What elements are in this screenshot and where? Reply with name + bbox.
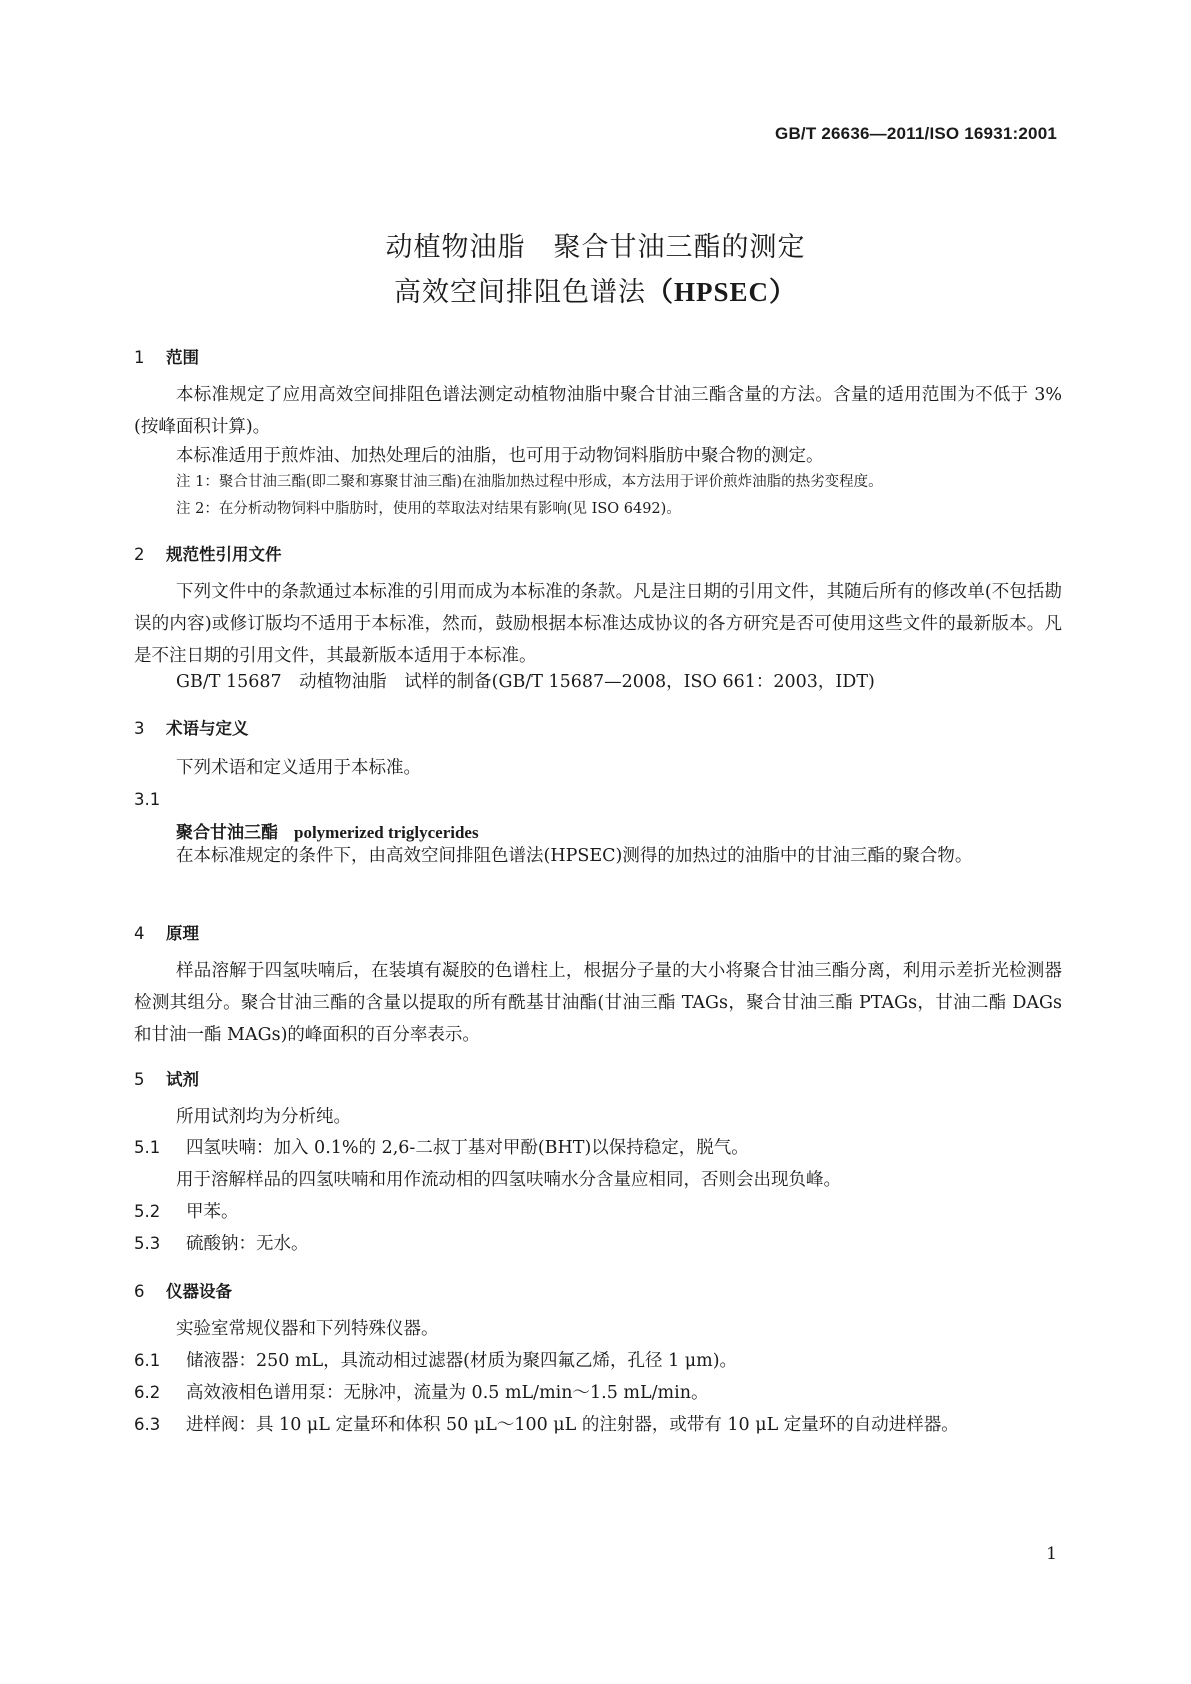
section-number: 1 <box>134 348 145 367</box>
section-6-heading <box>134 1278 232 1302</box>
clause-text: 储液器：250 mL，具流动相过滤器(材质为聚四氟乙烯，孔径 1 μm)。 <box>186 1351 738 1371</box>
section-1-note-1: 注 1：聚合甘油三酯(即二聚和寡聚甘油三酯)在油脂加热过程中形成，本方法用于评价煎炸油脂的热劣变程度。 <box>176 474 883 490</box>
document-title-line2 <box>0 270 1191 309</box>
clause-text: 硫酸钠：无水。 <box>186 1234 309 1254</box>
section-title: 试剂 <box>166 1070 199 1089</box>
clause-5-1 <box>134 1132 749 1164</box>
clause-3-1-number <box>134 784 186 816</box>
clause-text: 高效液相色谱用泵：无脉冲，流量为 0.5 mL/min～1.5 mL/min。 <box>186 1383 709 1403</box>
section-1-paragraph-1: 本标准规定了应用高效空间排阻色谱法测定动植物油脂中聚合甘油三酯含量的方法。含量的适用范围为不低于 3%(按峰面积计算)。 <box>134 385 1062 437</box>
document-title-line1: 动植物油脂 聚合甘油三酯的测定 <box>385 232 806 263</box>
clause-text: 进样阀：具 10 μL 定量环和体积 50 μL～100 μL 的注射器，或带有 10 μL 定量环的自动进样器。 <box>186 1415 959 1435</box>
clause-number: 6.3 <box>134 1415 161 1434</box>
section-5-heading <box>134 1066 199 1090</box>
standard-code: GB/T 26636—2011/ISO 16931:2001 <box>775 124 1057 143</box>
section-number: 3 <box>134 719 145 738</box>
title-abbreviation: （HPSEC） <box>645 277 798 307</box>
section-title: 原理 <box>166 924 199 943</box>
normative-reference-1: GB/T 15687 动植物油脂 试样的制备(GB/T 15687—2008，ISO 661：2003，IDT) <box>176 672 875 692</box>
section-title: 规范性引用文件 <box>166 545 282 564</box>
clause-6-3 <box>134 1409 959 1441</box>
clause-5-1-continuation: 用于溶解样品的四氢呋喃和用作流动相的四氢呋喃水分含量应相同，否则会出现负峰。 <box>176 1170 841 1190</box>
clause-number: 5.1 <box>134 1138 161 1157</box>
section-2-paragraph-1: 下列文件中的条款通过本标准的引用而成为本标准的条款。凡是注日期的引用文件，其随后所有的修改单(不包括勘误的内容)或修订版均不适用于本标准，然而，鼓励根据本标准达成协议的各方研究是否可使用这些文件的最新版本。凡是不注日期的引用文件，其最新版本适用于本标准。 <box>134 582 1062 666</box>
section-4-paragraph-1: 样品溶解于四氢呋喃后，在装填有凝胶的色谱柱上，根据分子量的大小将聚合甘油三酯分离，利用示差折光检测器检测其组分。聚合甘油三酯的含量以提取的所有酰基甘油酯(甘油三酯 TAGs，聚合甘油三酯 PTAGs，甘油二酯 DAGs 和甘油一酯 MAGs)的峰面积的百分率表示。 <box>134 961 1062 1045</box>
clause-number: 5.3 <box>134 1234 161 1253</box>
title-method: 高效空间排阻色谱法 <box>393 277 646 308</box>
page-number: 1 <box>1046 1544 1057 1564</box>
section-5-paragraph-1: 所用试剂均为分析纯。 <box>176 1107 351 1127</box>
section-3-heading <box>134 715 249 739</box>
section-title: 仪器设备 <box>166 1282 232 1301</box>
section-title: 范围 <box>166 348 199 367</box>
section-6-paragraph-1: 实验室常规仪器和下列特殊仪器。 <box>176 1319 439 1339</box>
section-2-heading <box>134 541 282 565</box>
clause-5-2 <box>134 1196 239 1228</box>
clause-text: 四氢呋喃：加入 0.1%的 2,6-二叔丁基对甲酚(BHT)以保持稳定，脱气。 <box>186 1138 749 1158</box>
clause-6-1 <box>134 1345 737 1377</box>
section-3-paragraph-1: 下列术语和定义适用于本标准。 <box>176 758 421 778</box>
section-1-paragraph-2: 本标准适用于煎炸油、加热处理后的油脂，也可用于动物饲料脂肪中聚合物的测定。 <box>176 446 824 466</box>
term-english: polymerized triglycerides <box>294 823 479 842</box>
section-1-heading <box>134 344 199 368</box>
section-4-heading <box>134 920 199 944</box>
section-number: 4 <box>134 924 145 943</box>
term-chinese: 聚合甘油三酯 <box>176 823 278 843</box>
section-1-note-2: 注 2：在分析动物饲料中脂肪时，使用的萃取法对结果有影响(见 ISO 6492)。 <box>176 501 681 517</box>
clause-number: 6.1 <box>134 1351 161 1370</box>
term-definition: 在本标准规定的条件下，由高效空间排阻色谱法(HPSEC)测得的加热过的油脂中的甘油三酯的聚合物。 <box>176 846 973 866</box>
section-number: 5 <box>134 1070 145 1089</box>
section-number: 6 <box>134 1282 145 1301</box>
clause-number: 3.1 <box>134 790 161 809</box>
clause-5-3 <box>134 1228 309 1260</box>
clause-number: 5.2 <box>134 1202 161 1221</box>
section-title: 术语与定义 <box>166 719 249 738</box>
clause-text: 甲苯。 <box>186 1202 239 1222</box>
clause-number: 6.2 <box>134 1383 161 1402</box>
clause-6-2 <box>134 1377 709 1409</box>
section-number: 2 <box>134 545 145 564</box>
